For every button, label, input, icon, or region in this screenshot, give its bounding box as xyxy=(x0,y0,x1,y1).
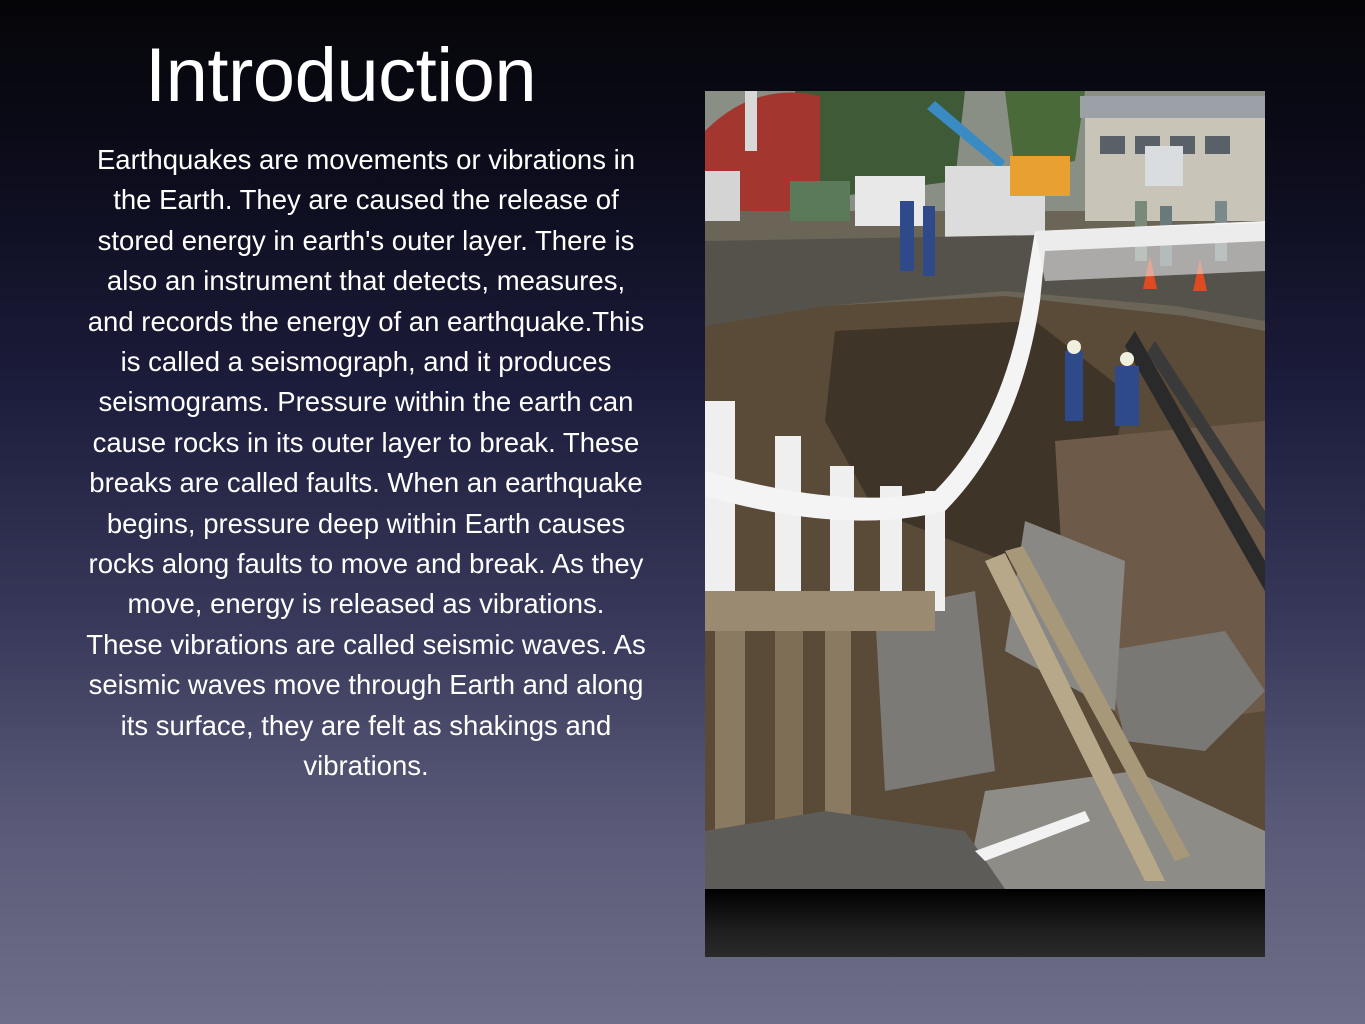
photo-reflection-strip xyxy=(705,889,1265,957)
collapsed-road-illustration xyxy=(705,91,1265,889)
slide-body-text: Earthquakes are movements or vibrations in the Earth. They are caused the release of stored energy in earth's outer layer. There is also an instrument that detects, measures, and records the energy of an earthquake.This is called a seismograph, and it produces seismograms. Pressure within the earth can cause rocks in its outer layer to break. These breaks are called faults. When an earthquake begins, pressure deep within Earth causes rocks along faults to move and break. As they move, energy is released as vibrations. These vibrations are called seismic waves. As seismic waves move through Earth and along its surface, they are felt as shakings and vibrations. xyxy=(86,144,646,782)
slide-title: Introduction xyxy=(145,33,537,118)
earthquake-photo xyxy=(705,91,1265,957)
